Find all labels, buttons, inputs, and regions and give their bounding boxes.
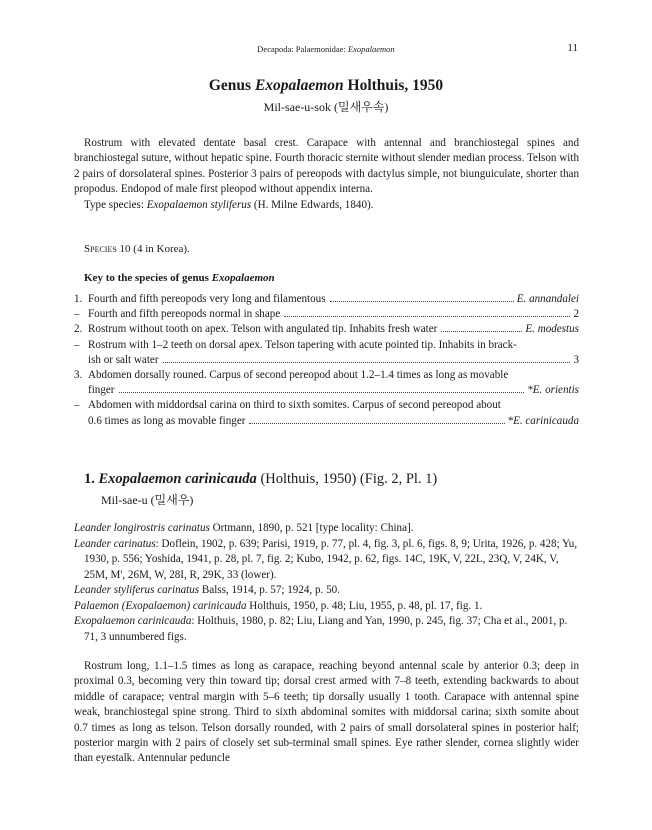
key-entry-body (88, 307, 579, 322)
synonym-name: Leander carinatus (74, 537, 156, 550)
leader-dots (284, 316, 570, 317)
species-author-figs: (Holthuis, 1950) (Fig. 2, Pl. 1) (256, 471, 438, 487)
leader-dots (119, 392, 525, 393)
type-species-name: Exopalaemon styliferus (146, 198, 252, 211)
key-heading-genus: Exopalaemon (211, 272, 275, 284)
key-heading-prefix: Key to the species of genus (84, 272, 212, 284)
key-entry-body (88, 322, 579, 337)
genus-description: Rostrum with elevated dentate basal crest. Carapace with antennal and branchiostegal spines and branchiostegal suture, without hepatic spine. Fourth thoracic sternite without slender median process. Telson with 2 pairs of dorsolateral spines. Posterior 3 pairs of pereopods with dactylus simple, not biunguiculate, shorter than propodus. Endopod of male first pleopod without appendix interna. (74, 137, 579, 196)
key-entry-lead: 0.6 times as long as movable finger (88, 414, 246, 427)
key-entry (74, 292, 579, 307)
key-entry (74, 307, 579, 322)
key-entry-leader-line (88, 353, 579, 368)
synonym-citation: Balss, 1914, p. 57; 1924, p. 50. (199, 584, 340, 596)
species-korean-name: Mil-sae-u (밀새우) (101, 493, 194, 507)
key-entry (74, 398, 579, 428)
key-entry-number: 3. (74, 369, 83, 382)
key-entry-body (88, 338, 579, 368)
synonym-entry (74, 521, 579, 537)
running-head-prefix: Decapoda: Palaemonidae: (257, 44, 348, 54)
key-entry-lead: Rostrum without tooth on apex. Telson with angulated tip. Inhabits fresh water (88, 323, 438, 336)
leader-dots (441, 331, 522, 332)
species-description: Rostrum long, 1.1–1.5 times as long as carapace, reaching beyond antennal scale by anterior 0.3; deep in proximal 0.3, becoming very thin toward tip; dorsal crest armed with 7–8 teeth, extending backwards to about middle of carapace; ventral margin with 5–6 teeth; tip dorsally usually 1 tooth. Carapace with antennal spine weak, branchiostegal spine strong. Third to sixth abdominal somites with middorsal carina; sixth somite about 0.7 times as long as telson. Telson dorsally rounded, with 2 pairs of small dorsolateral spines in posterior half; posterior margin with 2 pairs of closely set sub-terminal small spines. Eye rather slender, cornea slightly wider than eyestalk. Antennular peduncle (74, 660, 579, 765)
key-entry-lead: Fourth and fifth pereopods normal in shape (88, 308, 281, 321)
page-number: 11 (567, 42, 578, 54)
leader-dots (330, 301, 514, 302)
type-species-author: (H. Milne Edwards, 1840). (251, 198, 374, 211)
genus-korean-name: Mil-sae-u-sok (밀새우속) (263, 100, 389, 114)
synonymy-list (74, 521, 579, 645)
type-species-label: Type species: (84, 198, 147, 211)
type-species (74, 198, 579, 213)
key-entry-leader-line (88, 292, 579, 307)
species-count-value: 10 (4 in Korea). (116, 243, 190, 255)
synonym-name: Leander longirostris carinatus (74, 522, 210, 534)
key-entry-lead: finger (88, 384, 115, 397)
key-entry (74, 338, 579, 368)
genus-title-author: Holthuis, 1950 (343, 77, 444, 94)
key-entry (74, 322, 579, 337)
running-head-genus: Exopalaemon (347, 44, 395, 54)
synonym-citation: : Holthuis, 1980, p. 82; Liu, Liang and Yan, 1990, p. 245, fig. 37; Cha et al., 2001, p. 71, 3 unnumbered figs. (84, 615, 568, 643)
key-entry-result: E. modestus (525, 323, 579, 336)
species-heading (84, 471, 437, 488)
key-entry-result: *E. orientis (527, 384, 579, 397)
key-entry-text: Abdomen with middordsal carina on third to sixth somites. Carpus of second pereopod about (88, 399, 501, 412)
synonym-name: Exopalaemon carinicauda (74, 615, 192, 627)
key-entry-leader-line (88, 383, 579, 398)
genus-title-prefix: Genus (208, 77, 255, 94)
identification-key (74, 292, 579, 429)
species-description-block (74, 659, 579, 767)
key-entry-body (88, 398, 579, 428)
key-entry-result: 3 (573, 353, 579, 366)
synonym-entry (74, 583, 579, 599)
key-entry-number: 2. (74, 323, 83, 336)
key-entry-body (88, 292, 579, 307)
synonym-citation: Ortmann, 1890, p. 521 [type locality: China]. (209, 522, 414, 534)
key-entry-result: E. annandalei (516, 293, 579, 305)
genus-title-name: Exopalaemon (254, 77, 344, 94)
running-head (0, 44, 652, 54)
key-entry-leader-line (88, 322, 579, 337)
leader-dots (249, 423, 504, 424)
key-heading (84, 272, 275, 284)
species-name: Exopalaemon carinicauda (98, 471, 257, 487)
synonym-entry (74, 614, 579, 645)
synonym-name: Palaemon (Exopalaemon) carinicauda (74, 599, 247, 612)
key-entry-lead: ish or salt water (88, 353, 159, 366)
synonym-entry (74, 537, 579, 584)
key-entry-lead: Fourth and fifth pereopods very long and filamentous (88, 293, 326, 305)
key-entry (74, 368, 579, 398)
genus-title (0, 77, 652, 95)
synonym-entry (74, 599, 579, 615)
species-count (84, 243, 190, 255)
key-entry-leader-line (88, 307, 579, 322)
key-entry-text: Abdomen dorsally rouned. Carpus of second pereopod about 1.2–1.4 times as long as movable (88, 369, 509, 382)
key-entry-result: 2 (573, 308, 579, 321)
synonym-name: Leander styliferus carinatus (74, 584, 200, 596)
key-entry-number: – (74, 399, 80, 412)
key-entry-number: 1. (74, 293, 83, 305)
species-count-label: Species (84, 243, 117, 255)
synonym-citation: Holthuis, 1950, p. 48; Liu, 1955, p. 48, pl. 17, fig. 1. (246, 599, 483, 612)
genus-description-block (74, 136, 579, 213)
key-entry-result: *E. carinicauda (507, 414, 579, 427)
key-entry-text: Rostrum with 1–2 teeth on dorsal apex. Telson tapering with acute pointed tip. Inhabits in brack- (88, 338, 517, 351)
key-entry-number: – (74, 338, 80, 351)
leader-dots (163, 362, 571, 363)
key-entry-leader-line (88, 414, 579, 429)
key-entry-body (88, 368, 579, 398)
key-entry-number: – (74, 308, 80, 321)
synonym-citation: : Doflein, 1902, p. 639; Parisi, 1919, p. 77, pl. 4, fig. 3, pl. 6, figs. 8, 9; Urita, 1926, p. 428; Yu, 1930, p. 556; Yoshida, 1941, p. 28, pl. 7, fig. 2; Kubo, 1942, p. 62, figs. 14C, 19K, V, 22L, 23Q, V, 24K, V, 25M, M', 26M, W, 28I, R, 29K, 33 (lower). (84, 537, 578, 581)
species-number: 1. (84, 471, 99, 487)
